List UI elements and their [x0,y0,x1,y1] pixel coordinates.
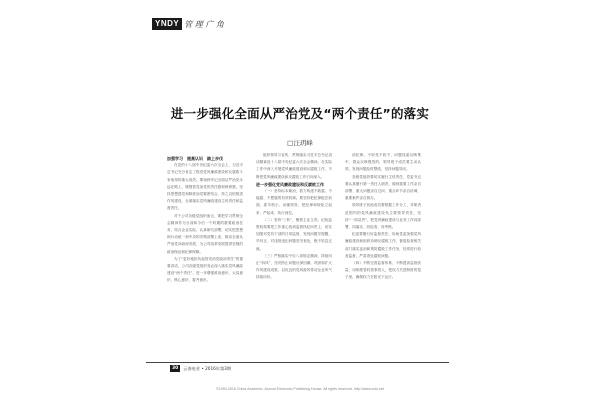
article-title: 进一步强化全面从严治党及“两个责任”的落实 [170,106,430,121]
body-column-1 [167,155,243,285]
paragraph: 对于公司各级党组织而言，要把学习贯彻全会精神作为当前和今后一个时期的重要政治任务，结合企业实际，认真研究部署，切实把思想和行动统一到中央的决策部署上来，推动全面从严治党向纵深发展，为公司改革发展提供坚强的政治保证和纪律保障。 [167,213,243,254]
paragraph: 各级党组织要切实履行主体责任，党委书记要认真履行第一责任人职责，做到重要工作亲自部署、重大问题亲自过问、重点环节亲自协调、重要案件亲自督办。 [345,174,421,201]
copyright-notice: ©1994-2016 China Academic Journal Electronic Publishing House. All rights reserved. http://www.cnki.net [216,387,384,391]
article-author: □汪玥峰 [287,139,313,147]
paragraph: 治纪律，不收受不收不，问题线索反映集中，群众反映强烈的，领导班子成员要主动认领，发现问题及时整改，坚持问题导向。 [345,153,421,172]
paragraph: 组织领导与宣传，贯彻落实习近平总书记讲话精神及十八届中央纪委六次全会精神，在实际工作中深入开展党风廉政建设和反腐败工作，不断把党风廉政建设和反腐败工作引向深入。 [256,153,332,179]
paragraph: 领导班子其他成员要根据工作分工，对职责范围内的党风廉政建设负主要领导责任，坚持“一岗双责”，把党风廉政建设与业务工作同部署、同落实、同检查、同考核。 [345,203,421,230]
paragraph: （一）坚持标本兼治，着力构建不敢腐、不能腐、不想腐的有效机制。要坚持把纪律挺在前面，抓早抓小，动辄则咎，把纪律和规矩立起来、严起来、执行到位。 [256,189,332,215]
section-subhead: 进一步强化党风廉政建设和反腐败工作 [256,181,324,187]
paragraph: （二）坚持“三转”，聚焦主业主责。纪检监察机构要把工作重心放到监督执纪问责上，切实加强对党员干部的日常监督，发现问题早提醒、早纠正，对违规违纪问题坚决查处，绝不姑息迁就。 [256,217,332,251]
paragraph: 纪委要履行好监督责任，协助党委加强党风廉政建设和组织协调反腐败工作，督促检查相关部门落实惩治和预防腐败工作任务，经常进行检查监督，严肃查处腐败问题。 [345,232,421,258]
paragraph: 在党的十八届中央纪委六次全会上，习近平总书记充分肯定了推进党风廉政建设和反腐败斗争取得的重大成效。要始终牢记全面从严治党永远在路上，增强管党治党的责任感和使命感，坚持思想建党和制度治党紧密结合，持之以恒推进作风建设，全面落实党风廉政建设主体责任和监督责任。 [167,163,243,211]
section-name: 管 理 广 角 [184,19,224,29]
body-column-2 [256,152,332,282]
journal-logo: YNDY [152,18,182,30]
page-footer [170,365,231,372]
journal-issue: 云南电业 • 2016年第3期 [183,365,232,371]
body-column-3 [345,152,421,282]
paragraph: （四）不断完善监督体系，不断提高监督质量，用制度管权管事管人，把权力关进制度的笼子里，确保权力在阳光下运行。 [345,261,421,280]
paragraph: 为了“更好地担负起管党治党政治责任”的重要讲话，公司各级党组织务必深入落实党风廉政建设“两个责任”，进一步增强政治意识、大局意识、核心意识、看齐意识。 [167,256,243,283]
page-number: 30 [172,366,179,371]
footer-divider [146,362,449,363]
section-subhead: 加强学习 提高认识 踏上步伐 [167,156,223,161]
paragraph: （三）严格落实中央八项规定精神，持续纠正“四风”，坚决防止问题反弹回潮，巩固和扩大作风建设成果，以优良的党风政风带动企业风气持续向好。 [256,253,332,280]
page-header [152,18,224,30]
